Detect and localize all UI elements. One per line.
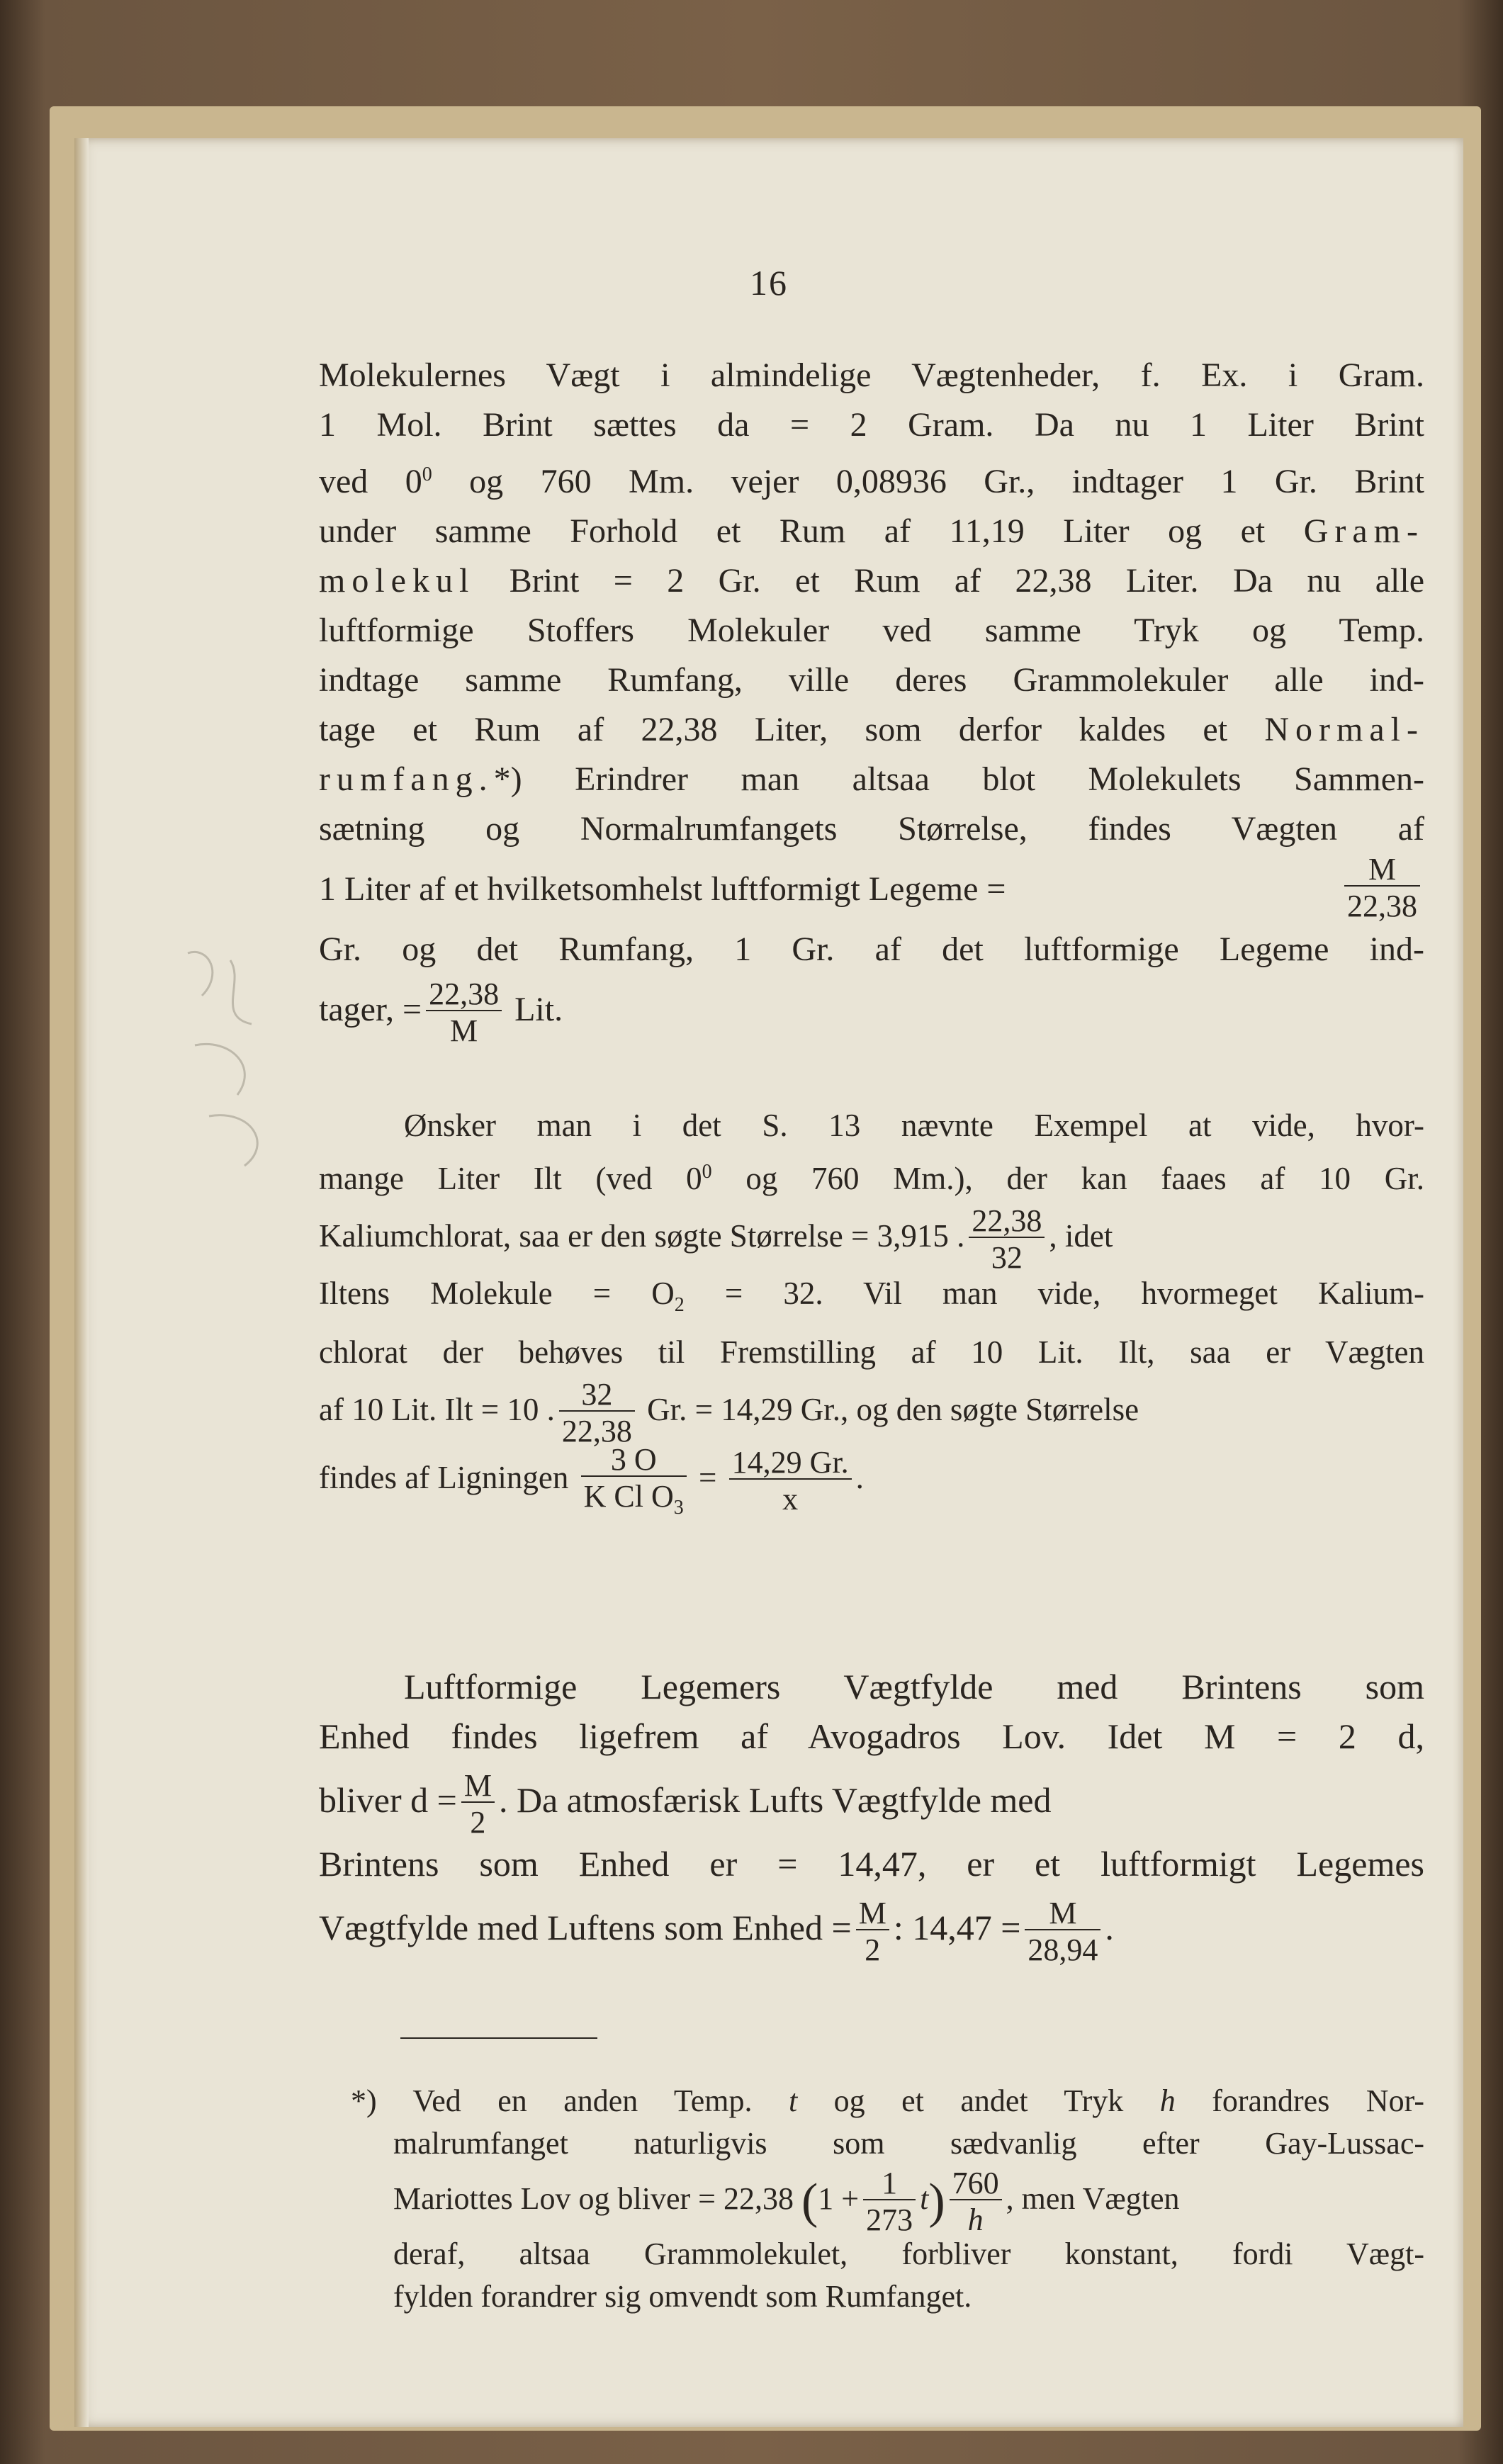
text-line: under samme Forhold et Rum af 11,19 Liter og et Gram-: [319, 512, 1424, 550]
spaced-term: molekul: [319, 562, 475, 600]
text-line: chlorat der behøves til Fremstilling af 10 Lit. Ilt, saa er Vægten: [319, 1334, 1424, 1370]
fraction: $\frac{M}{2}$: [856, 1898, 889, 1966]
fraction: $\frac{760}{h}$: [950, 2168, 1002, 2236]
paragraph-3: [319, 1662, 1424, 1967]
formula-line: Vægtfylde med Luftens som Enhed = $\frac{M}{2}$ : 14,47 = $\frac{M}{28,94}$ .: [319, 1895, 1114, 1967]
text-line: *) Ved en anden Temp. t og et andet Tryk h forandres Nor-: [351, 2083, 1424, 2118]
text-line: deraf, altsaa Grammolekulet, forbliver konstant, fordi Vægt-: [393, 2237, 1424, 2271]
text-line: Gr. og det Rumfang, 1 Gr. af det luftformige Legeme ind-: [319, 930, 1424, 968]
pencil-marginalia: [167, 932, 337, 1187]
text-line: Ønsker man i det S. 13 nævnte Exempel at vide, hvor-: [404, 1108, 1424, 1143]
paragraph-1: [319, 351, 1424, 1048]
formula-line: Kaliumchlorat, saa er den søgte Størrelse = 3,915 . $\frac{22,38}{32}$ , idet: [319, 1203, 1113, 1275]
fraction: $\frac{14,29 Gr.}{x}$: [729, 1447, 852, 1515]
text-line: Enhed findes ligefrem af Avogadros Lov. Idet M = 2 d,: [319, 1716, 1424, 1756]
footnote-rule: [400, 2037, 597, 2039]
text-line: malrumfanget naturligvis som sædvanlig efter Gay-Lussac-: [393, 2126, 1424, 2161]
book-page: [74, 138, 1463, 2427]
spaced-term: Gram-: [1303, 512, 1424, 550]
text-line: 1 Mol. Brint sættes da = 2 Gram. Da nu 1 Liter Brint: [319, 406, 1424, 444]
fraction: $\frac{1}{273}$: [863, 2168, 916, 2236]
text-line: Iltens Molekule = $O_2 = 32$. Vil man vide, hvormeget Kalium-: [319, 1276, 1424, 1316]
fraction: $\frac{M}{28,94}$: [1025, 1898, 1100, 1966]
text-line: Molekulernes Vægt i almindelige Vægtenheder, f. Ex. i Gram.: [319, 356, 1424, 394]
fraction: $\frac{22,38}{M}$: [426, 979, 502, 1047]
paragraph-2: [319, 1102, 1424, 1519]
text-line: molekul Brint = 2 Gr. et Rum af 22,38 Liter. Da nu alle: [319, 562, 1424, 600]
spaced-term: rumfang.: [319, 760, 494, 798]
text-line: rumfang.*) Erindrer man altsaa blot Molekulets Sammen-: [319, 760, 1424, 798]
text-line: sætning og Normalrumfangets Størrelse, findes Vægten af: [319, 810, 1424, 848]
text-line: ved $0^0$ og 760 Mm. vejer 0,08936 Gr., indtager 1 Gr. Brint: [319, 463, 1424, 500]
text-line: Luftformige Legemers Vægtfylde med Brintens som: [404, 1667, 1424, 1706]
formula-line: bliver d = $\frac{M}{2}$ . Da atmosfærisk Lufts Vægtfylde med: [319, 1767, 1052, 1840]
spaced-term: Normal-: [1264, 711, 1424, 748]
text-line: indtage samme Rumfang, ville deres Grammolekuler alle ind-: [319, 661, 1424, 699]
fraction: $\frac{M}{2}$: [461, 1770, 495, 1838]
text-line: fylden forandrer sig omvendt som Rumfanget.: [393, 2279, 972, 2314]
fraction: $\frac{3 O}{K Cl O_3}$: [581, 1444, 687, 1518]
fraction: $\frac{22,38}{32}$: [969, 1205, 1045, 1273]
text-line: tage et Rum af 22,38 Liter, som derfor kaldes et Normal-: [319, 711, 1424, 748]
formula-line: tager, = $\frac{22,38}{M}$ Lit.: [319, 976, 563, 1048]
formula-line: 1 Liter af et hvilketsomhelst luftformigt Legeme = $\frac{M}{22,38}$: [319, 854, 1424, 925]
fraction: $\frac{32}{22,38}$: [559, 1379, 635, 1447]
footnote: [351, 2080, 1424, 2318]
text-line: Brintens som Enhed er = 14,47, er et luftformigt Legemes: [319, 1844, 1424, 1884]
page-number: 16: [750, 263, 788, 303]
formula-line: af 10 Lit. Ilt = 10 . $\frac{32}{22,38}$ Gr. = 14,29 Gr., og den søgte Størrelse: [319, 1376, 1139, 1448]
formula-line: Mariottes Lov og bliver = 22,38 (1 + $\frac{1}{273}$ t) $\frac{760}{h}$ , men Vægten: [393, 2165, 1180, 2237]
formula-line: findes af Ligningen $\frac{3 O}{K Cl O_3}$ = $\frac{14,29 Gr.}{x}$ .: [319, 1441, 864, 1519]
fraction: $\frac{M}{22,38}$: [1344, 854, 1420, 922]
text-line: mange Liter Ilt (ved $0^0$ og 760 Mm.), der kan faaes af 10 Gr.: [319, 1161, 1424, 1196]
text-line: luftformige Stoffers Molekuler ved samme Tryk og Temp.: [319, 612, 1424, 649]
